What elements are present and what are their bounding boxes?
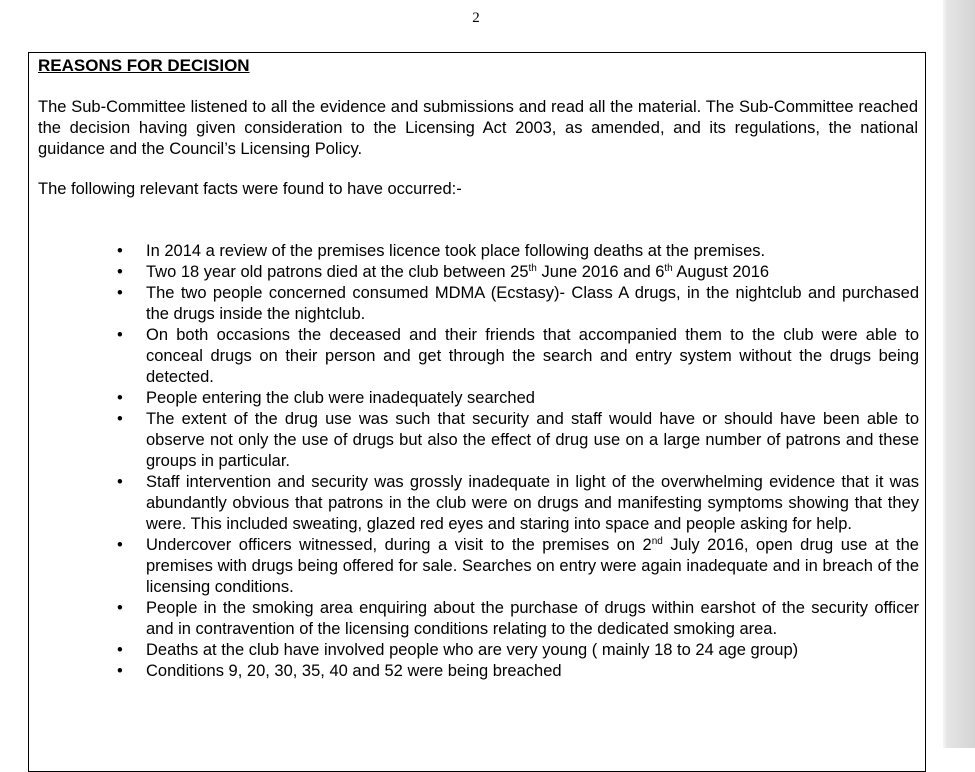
facts-lead-paragraph: The following relevant facts were found to have occurred:- <box>38 180 462 198</box>
bullet-icon: • <box>117 641 123 659</box>
bullet-icon: • <box>117 536 123 554</box>
fact-text: July 2016, open drug use at the premises with drugs being offered for sale. Searches on entry were again inadequate and in breach of the licensing conditions. <box>146 536 919 596</box>
facts-list <box>114 241 919 682</box>
fact-text: Deaths at the club have involved people who are very young ( mainly 18 to 24 age group) <box>146 641 799 659</box>
fact-item <box>114 241 919 262</box>
fact-text: Conditions 9, 20, 30, 35, 40 and 52 were being breached <box>146 662 562 680</box>
fact-text: People entering the club were inadequately searched <box>146 389 535 407</box>
bullet-icon: • <box>117 410 123 428</box>
bullet-icon: • <box>117 326 123 344</box>
fact-text: The two people concerned consumed MDMA (Ecstasy)- Class A drugs, in the nightclub and purchased the drugs inside the nightclub. <box>146 284 919 323</box>
bullet-icon: • <box>117 242 123 260</box>
fact-text: August 2016 <box>672 263 770 281</box>
fact-item <box>114 640 919 661</box>
bullet-icon: • <box>117 263 123 281</box>
bullet-icon: • <box>117 473 123 491</box>
fact-text: On both occasions the deceased and their friends that accompanied them to the club were able to conceal drugs on their person and get through the search and entry system without the drugs being detected. <box>146 326 919 386</box>
ordinal-suffix: th <box>528 263 537 274</box>
page-number: 2 <box>472 10 480 26</box>
fact-item <box>114 661 919 682</box>
fact-text: Undercover officers witnessed, during a visit to the premises on 2 <box>146 536 652 554</box>
ordinal-suffix: th <box>664 263 673 274</box>
fact-text: Two 18 year old patrons died at the club between 25 <box>146 263 529 281</box>
fact-text: June 2016 and 6 <box>536 263 665 281</box>
fact-text: The extent of the drug use was such that security and staff would have or should have been able to observe not only the use of drugs but also the effect of drug use on a large number of patrons and these groups in particular. <box>146 410 919 470</box>
fact-text: In 2014 a review of the premises licence took place following deaths at the premises. <box>146 242 766 260</box>
ordinal-suffix: nd <box>651 536 663 547</box>
fact-text: People in the smoking area enquiring about the purchase of drugs within earshot of the security officer and in contravention of the licensing conditions relating to the dedicated smoking area. <box>146 599 919 638</box>
bullet-icon: • <box>117 389 123 407</box>
fact-item <box>114 409 919 472</box>
fact-item <box>114 325 919 388</box>
bullet-icon: • <box>117 284 123 302</box>
fact-item <box>114 262 919 283</box>
bullet-icon: • <box>117 662 123 680</box>
fact-text: Staff intervention and security was grossly inadequate in light of the overwhelming evidence that it was abundantly obvious that patrons in the club were on drugs and manifesting symptoms showing that they were. This included sweating, glazed red eyes and staring into space and people asking for help. <box>146 473 919 533</box>
fact-item <box>114 388 919 409</box>
intro-paragraph: The Sub-Committee listened to all the evidence and submissions and read all the material. The Sub-Committee reached the decision having given consideration to the Licensing Act 2003, as amended, and its regulations, the national guidance and the Council’s Licensing Policy. <box>38 98 918 158</box>
viewer-edge-shadow <box>943 0 975 748</box>
fact-item <box>114 598 919 640</box>
bullet-icon: • <box>117 599 123 617</box>
reasons-box <box>28 52 926 772</box>
section-heading: REASONS FOR DECISION <box>38 56 250 75</box>
fact-item <box>114 535 919 598</box>
fact-item <box>114 283 919 325</box>
fact-item <box>114 472 919 535</box>
